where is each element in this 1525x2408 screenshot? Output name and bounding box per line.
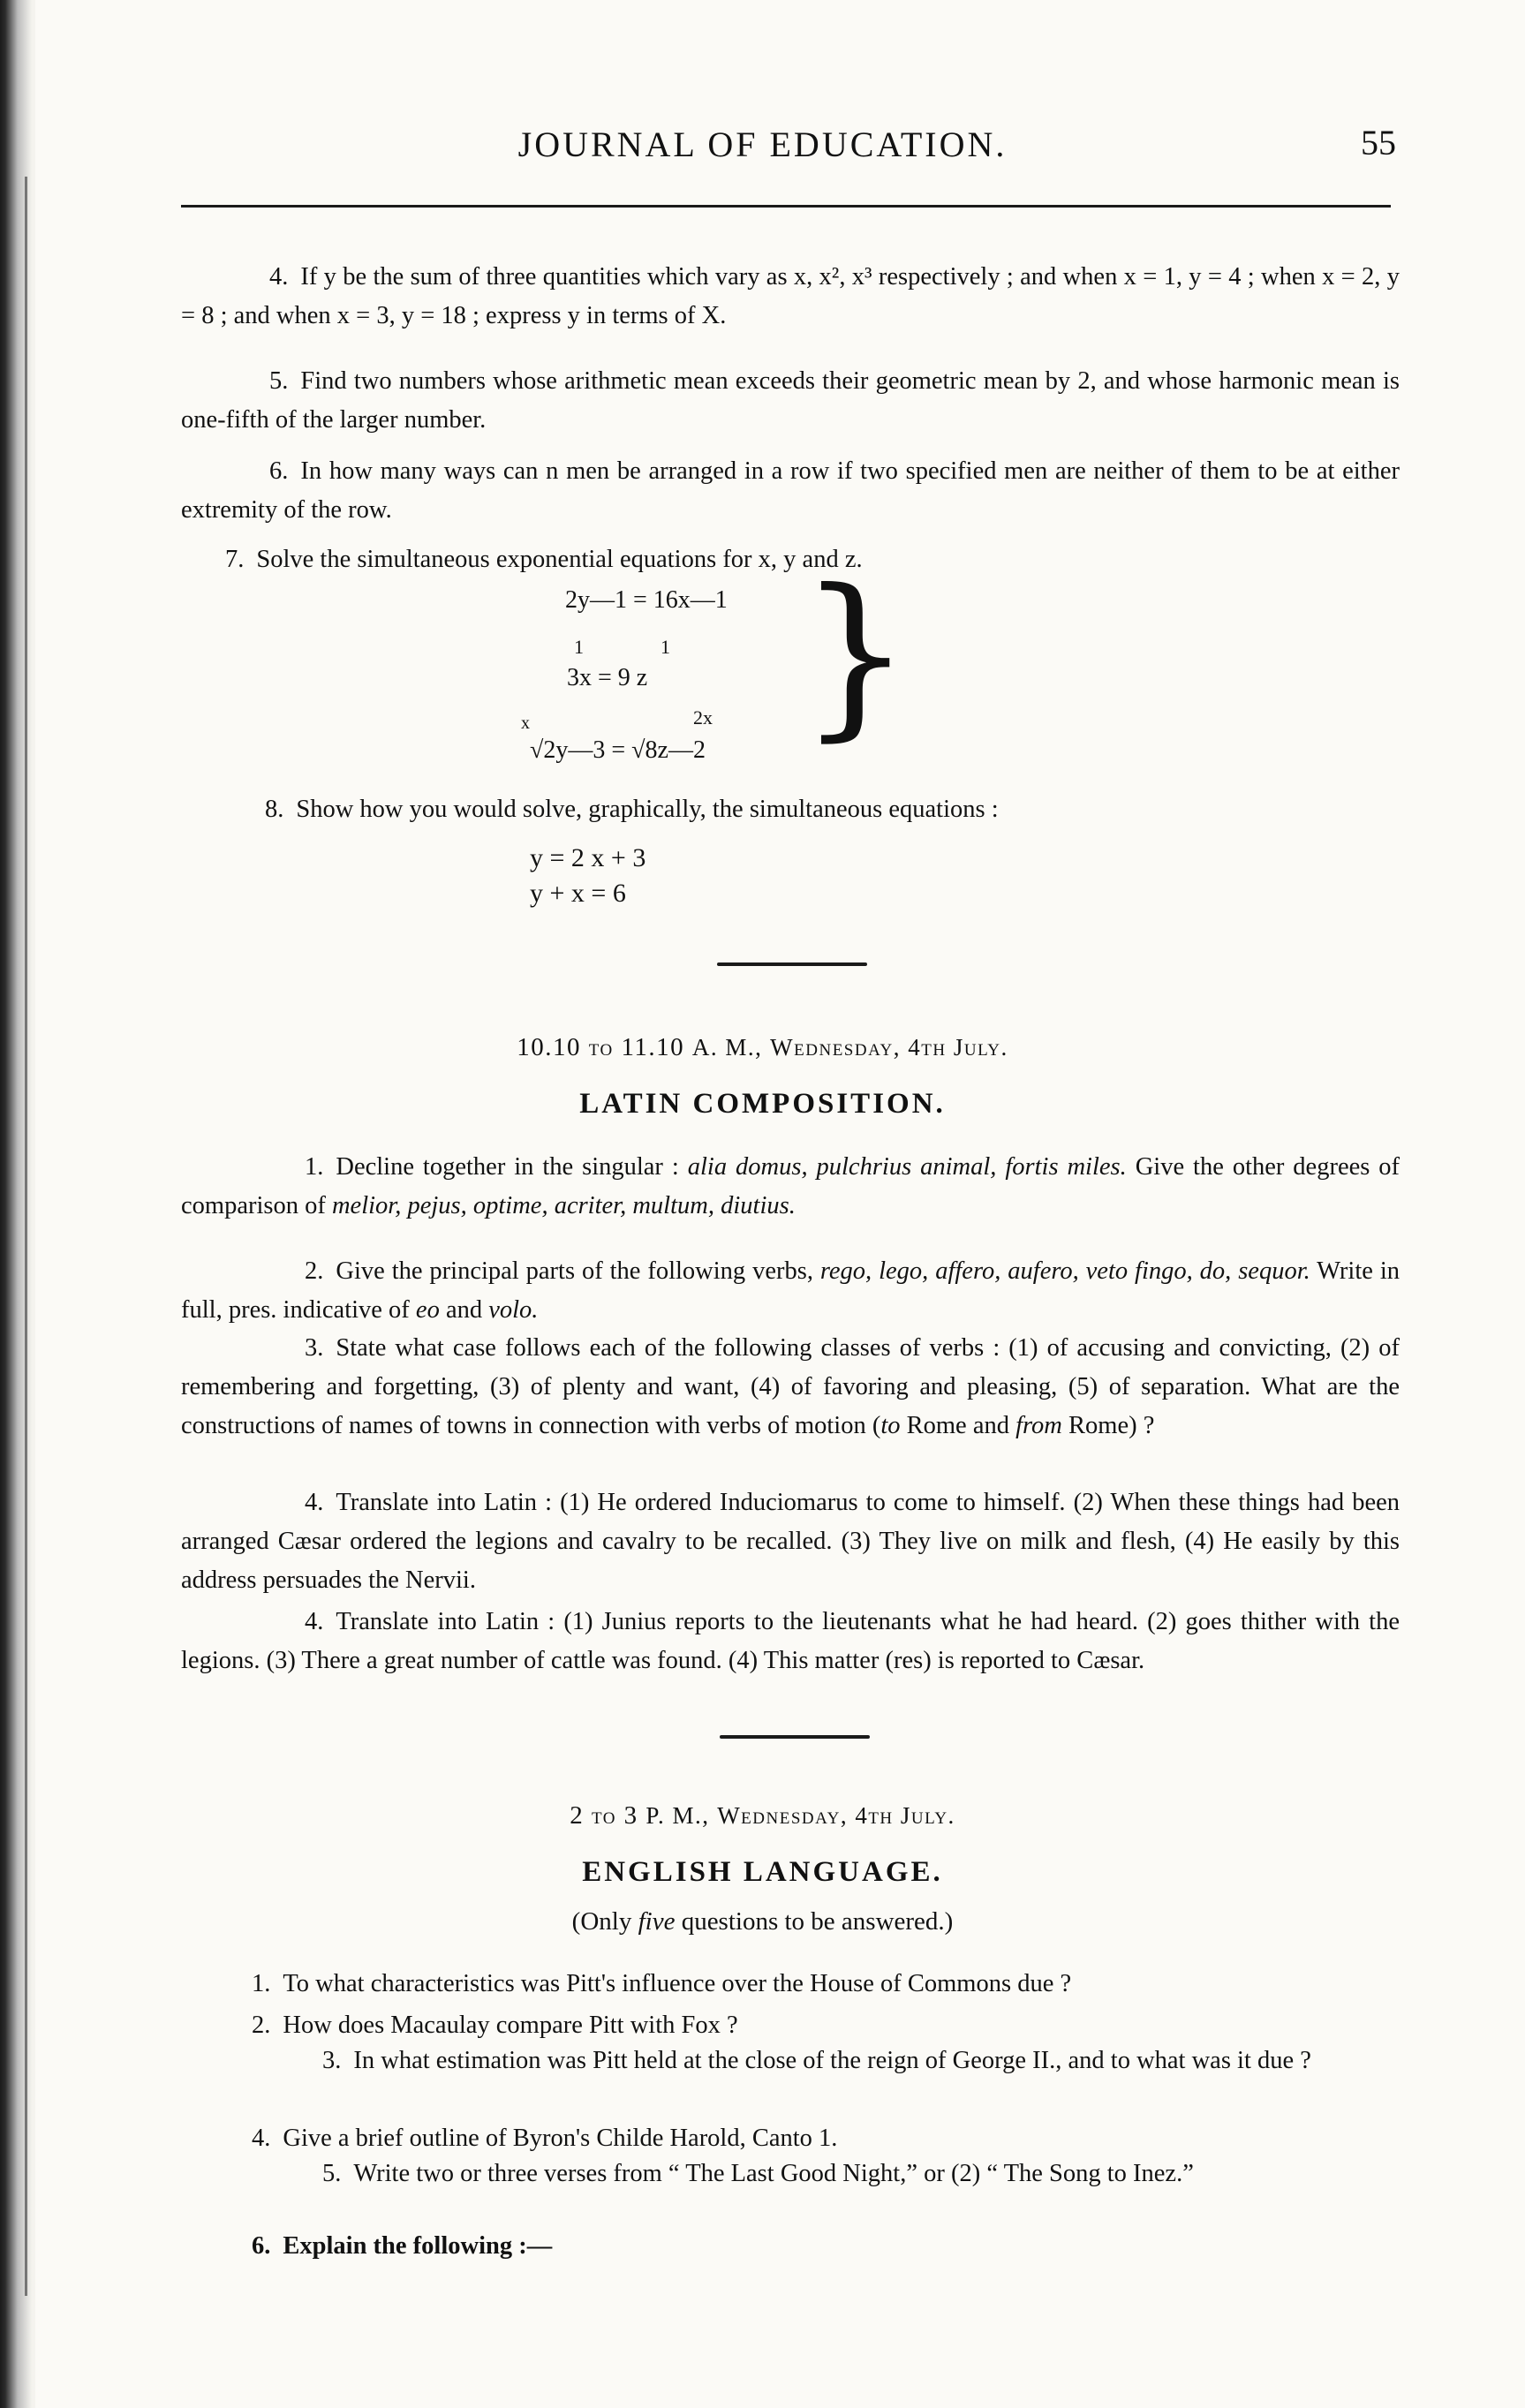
question-text: In how many ways can n men be arranged in a row if two specified men are neither of them to be at either extremity of the row. xyxy=(181,457,1400,524)
question-text: Show how you would solve, graphically, the simultaneous equations : xyxy=(296,796,999,823)
question-text: Find two numbers whose arithmetic mean exceeds their geometric mean by 2, and whose harmonic mean is one-fifth of the larger number. xyxy=(181,367,1400,434)
question-3-latin: 3. State what case follows each of the following classes of verbs : (1) of accusing and convicting, (2) of remembering and forgetting, (3) of plenty and want, (4) of favoring and pleasing, (5) of separation. What are the constructions of names of towns in connection with verbs of motion (to Rome and from Rome) ? xyxy=(181,1334,1400,1439)
exponent-mark: 1 xyxy=(661,636,670,658)
question-3-english: 3. In what estimation was Pitt held at the close of the reign of George II., and to what was it due ? xyxy=(322,2047,1311,2074)
header-rule xyxy=(181,205,1391,208)
question-1-latin: 1. Decline together in the singular : alia domus, pulchrius animal, fortis miles. Give the other degrees of comparison of melior, pejus, optime, acriter, multum, diutius. xyxy=(181,1153,1400,1219)
question-2-latin: 2. Give the principal parts of the following verbs, rego, lego, affero, aufero, veto fingo, do, sequor. Write in full, pres. indicative of eo and volo. xyxy=(181,1257,1400,1324)
question-4-algebra xyxy=(181,258,1400,336)
exponential-equations xyxy=(494,552,912,777)
english-session-heading: 2 to 3 P. M., Wednesday, 4th July. xyxy=(570,1801,955,1830)
question-6-english: 6. Explain the following :— xyxy=(252,2232,553,2260)
question-number: 5. xyxy=(269,367,289,395)
section-divider xyxy=(717,962,867,966)
equation-1: 2y—1 = 16x—1 xyxy=(565,586,728,614)
english-subject-title: ENGLISH LANGUAGE. xyxy=(582,1856,943,1888)
question-text: Solve the simultaneous exponential equations for x, y and z. xyxy=(256,546,863,573)
right-brace: } xyxy=(799,552,912,758)
running-title: JOURNAL OF EDUCATION. xyxy=(517,125,1008,164)
question-text: If y be the sum of three quantities which vary as x, x², x³ respectively ; and when x = 1, y = 4 ; when x = 2, y = 8 ; and when x = 3, y = 18 ; express y in terms of X. xyxy=(181,263,1400,329)
equation-2: 3x = 9 z xyxy=(567,664,648,691)
binding-edge xyxy=(0,0,35,2408)
question-4b-latin: 4. Translate into Latin : (1) Junius reports to the lieutenants what he had heard. (2) goes thither with the legions. (3) There a great number of cattle was found. (4) This matter (res) is reported to Cæsar. xyxy=(181,1608,1400,1674)
page-number: 55 xyxy=(1361,123,1396,162)
question-4a-latin: 4. Translate into Latin : (1) He ordered Induciomarus to come to himself. (2) When these things had been arranged Cæsar ordered the legions and cavalry to be recalled. (3) They live on milk and flesh, (4) He easily by this address persuades the Nervii. xyxy=(181,1489,1400,1594)
latin-subject-title: LATIN COMPOSITION. xyxy=(579,1088,946,1120)
question-8-algebra xyxy=(265,790,1395,829)
exponent-mark: 2x xyxy=(693,706,713,728)
exponent-mark: x xyxy=(521,713,530,733)
equation-2: y + x = 6 xyxy=(530,879,626,908)
question-4-english: 4. Give a brief outline of Byron's Childe Harold, Canto 1. xyxy=(252,2125,838,2152)
question-number: 4. xyxy=(269,263,289,291)
section-divider xyxy=(720,1735,870,1739)
question-number: 7. xyxy=(225,546,245,573)
question-5-algebra xyxy=(181,362,1400,440)
question-number: 8. xyxy=(265,796,284,823)
answer-instruction: (Only five questions to be answered.) xyxy=(571,1907,954,1936)
latin-session-heading: 10.10 to 11.10 A. M., Wednesday, 4th July. xyxy=(517,1033,1008,1061)
equation-1: y = 2 x + 3 xyxy=(530,843,646,872)
binding-shadow xyxy=(25,177,27,2296)
question-number: 6. xyxy=(269,457,289,485)
question-1-english: 1. To what characteristics was Pitt's influence over the House of Commons due ? xyxy=(252,1970,1072,1997)
question-2-english: 2. How does Macaulay compare Pitt with Fox ? xyxy=(252,2012,738,2039)
exponent-mark: 1 xyxy=(574,636,584,658)
question-6-algebra xyxy=(181,452,1400,530)
graphical-equations xyxy=(530,843,795,923)
question-5-english: 5. Write two or three verses from “ The Last Good Night,” or (2) “ The Song to Inez.” xyxy=(322,2160,1194,2187)
equation-3: √2y—3 = √8z—2 xyxy=(530,736,706,764)
